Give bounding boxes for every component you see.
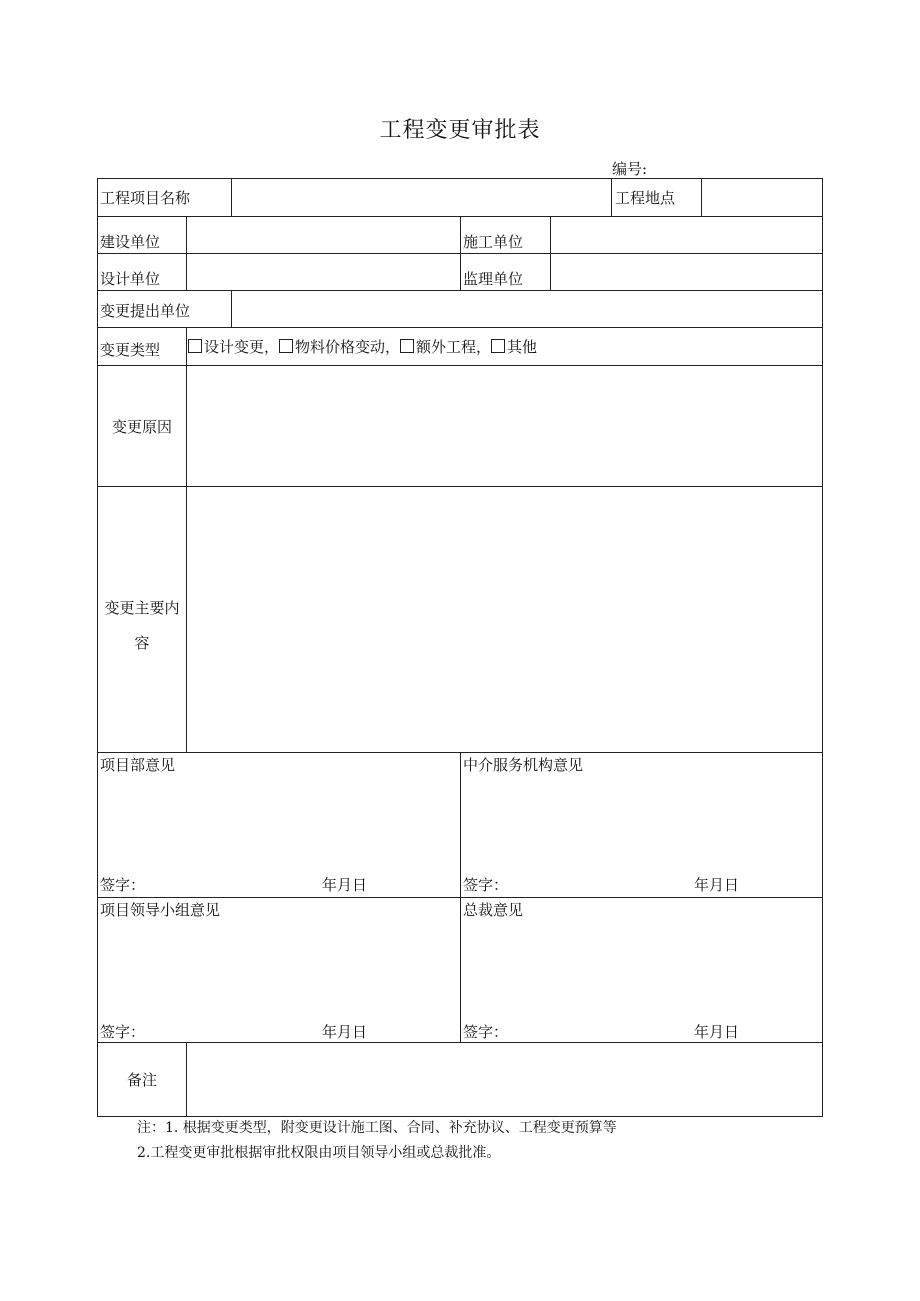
option-material-price[interactable]: 物料价格变动， — [279, 338, 400, 356]
builder-unit-field[interactable] — [553, 217, 820, 252]
row-divider — [98, 1042, 822, 1043]
row-divider — [98, 327, 822, 328]
project-location-field[interactable] — [704, 180, 820, 215]
change-type-label: 变更类型 — [100, 341, 161, 359]
form-title: 工程变更审批表 — [379, 118, 541, 143]
supervision-unit-label: 监理单位 — [463, 270, 524, 288]
project-name-field[interactable] — [234, 180, 609, 215]
leader-group-opinion-label: 项目领导小组意见 — [100, 901, 221, 919]
col-divider — [460, 752, 461, 1042]
construction-unit-field[interactable] — [189, 217, 458, 252]
option-other[interactable]: 其他 — [491, 338, 537, 356]
date-label: 年月日 — [322, 876, 368, 894]
design-unit-field[interactable] — [189, 254, 458, 289]
col-divider — [231, 179, 232, 216]
checkbox-icon[interactable] — [400, 339, 414, 353]
remarks-label: 备注 — [126, 1071, 157, 1089]
change-content-field[interactable] — [189, 489, 820, 750]
col-divider — [460, 216, 461, 290]
col-divider — [231, 290, 232, 327]
checkbox-icon[interactable] — [188, 339, 202, 353]
row-divider — [98, 365, 822, 366]
checkbox-icon[interactable] — [491, 339, 505, 353]
supervision-unit-field[interactable] — [553, 254, 820, 289]
date-label: 年月日 — [694, 1023, 740, 1041]
change-reason-field[interactable] — [189, 368, 820, 484]
approval-form-table — [97, 178, 823, 1117]
col-divider — [186, 216, 187, 290]
col-divider — [550, 216, 551, 290]
date-label: 年月日 — [322, 1023, 368, 1041]
change-reason-label: 变更原因 — [111, 418, 172, 436]
note-line-2: 2.工程变更审批根据审批权限由项目领导小组或总裁批准。 — [137, 1145, 501, 1161]
col-divider — [701, 179, 702, 216]
change-type-options — [188, 337, 537, 357]
proposer-unit-label: 变更提出单位 — [100, 302, 191, 320]
signature-label: 签字： — [100, 876, 146, 894]
change-content-label-line1: 变更主要内 — [104, 599, 180, 617]
project-name-label: 工程项目名称 — [100, 189, 191, 207]
project-location-label: 工程地点 — [615, 189, 676, 207]
checkbox-icon[interactable] — [279, 339, 293, 353]
col-divider — [186, 1042, 187, 1116]
date-label: 年月日 — [694, 876, 740, 894]
project-dept-opinion-label: 项目部意见 — [100, 756, 176, 774]
design-unit-label: 设计单位 — [100, 270, 161, 288]
construction-unit-label: 建设单位 — [100, 233, 161, 251]
president-opinion-label: 总裁意见 — [463, 901, 524, 919]
builder-unit-label: 施工单位 — [463, 233, 524, 251]
col-divider — [186, 327, 187, 752]
signature-label: 签字： — [463, 1023, 509, 1041]
option-design-change[interactable]: 设计变更， — [188, 338, 279, 356]
signature-label: 签字： — [100, 1023, 146, 1041]
col-divider — [611, 179, 612, 216]
option-extra-work[interactable]: 额外工程， — [400, 338, 491, 356]
serial-number-label: 编号: — [612, 160, 648, 178]
agency-opinion-label: 中介服务机构意见 — [463, 756, 584, 774]
proposer-unit-field[interactable] — [234, 291, 820, 326]
change-content-label-line2: 容 — [134, 634, 150, 652]
signature-label: 签字： — [463, 876, 509, 894]
remarks-field[interactable] — [189, 1045, 820, 1115]
note-line-1: 注：1. 根据变更类型，附变更设计施工图、合同、补充协议、工程变更预算等 — [137, 1120, 617, 1136]
row-divider — [98, 486, 822, 487]
